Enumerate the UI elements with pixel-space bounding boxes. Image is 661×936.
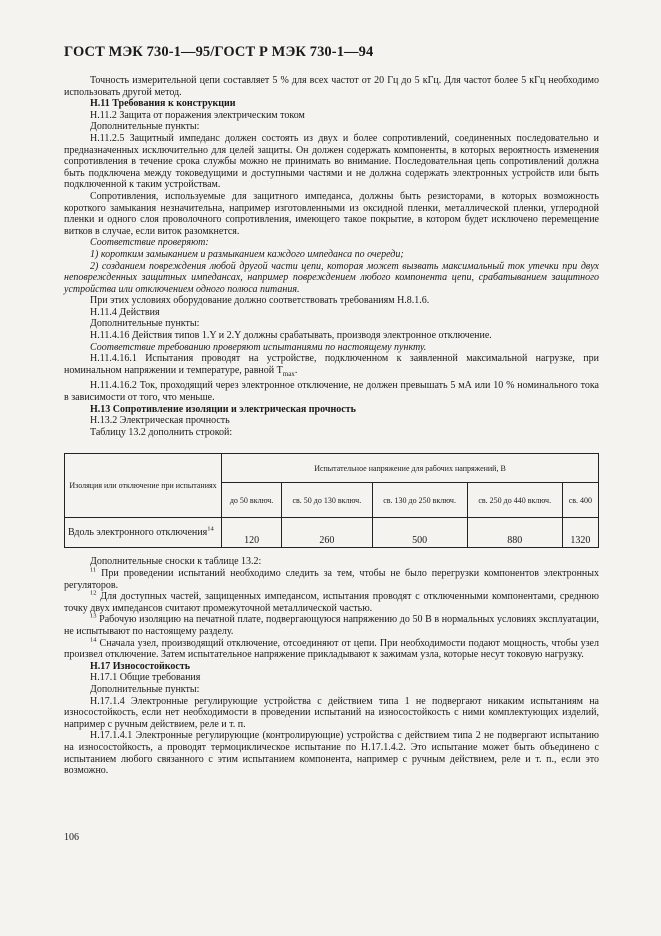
subsection-heading: H.13.2 Электрическая прочность bbox=[90, 415, 230, 427]
paragraph: При этих условиях оборудование должно соответствовать требованиям H.8.1.6. bbox=[90, 295, 430, 307]
table-col-header: св. 250 до 440 включ. bbox=[467, 483, 562, 518]
compliance-check: Соответствие проверяют: bbox=[90, 237, 209, 249]
table-col-header: св. 130 до 250 включ. bbox=[372, 483, 467, 518]
table-col-header: св. 400 bbox=[562, 483, 598, 518]
compliance-item: 1) коротким замыканием и размыканием каждого импеданса по очереди; bbox=[90, 248, 404, 260]
paragraph: H.11.4.16.2 Ток, проходящий через электронное отключение, не должен превышать 5 мА или 10 % номинального тока в зависимости от того, что меньше. bbox=[64, 380, 599, 404]
table-col-header: до 50 включ. bbox=[222, 483, 282, 518]
section-heading: H.17 Износостойкость bbox=[90, 660, 191, 672]
paragraph: H.11.4.16 Действия типов 1.Y и 2.Y должны срабатывать, производя электронное отключение. bbox=[90, 330, 492, 342]
footnote-text: Рабочую изоляцию на печатной плате, подвергающуюся напряжению до 50 В в нормальных условиях эксплуатации, не испытывают по настоящему разделу. bbox=[64, 614, 599, 637]
footnote-number: 12 bbox=[90, 589, 97, 597]
footnote-text: Для доступных частей, защищенных импедансом, испытания проводят с отключенными компонентами, среднюю точку двух импедансов считают промежуточной металлической частью. bbox=[64, 591, 599, 614]
table-cell: 880 bbox=[467, 518, 562, 548]
footnote-text: При проведении испытаний необходимо следить за тем, чтобы не было перегрузки компонентов электронных регуляторов. bbox=[64, 568, 599, 591]
compliance-item: 2) созданием повреждения любой другой части цепи, которая может вызвать максимальный ток утечки при двух неповрежденных защитных импедансах, например повреждением любого компонента цепи, срабатыванием защитного устройства или отключением одного полюса питания. bbox=[64, 260, 599, 295]
document-body bbox=[64, 75, 599, 777]
table-cell: 500 bbox=[372, 518, 467, 548]
paragraph: H.17.1.4.1 Электронные регулирующие (контролирующие) устройства с действием типа 2 не подвергают испытанию на износостойкость, а проводят термоциклическое испытание по H.17.1.4.2. Это испытание может быть объединено с испытанием любого связанного с этим испытанием компонента, например с ручным действием, реле и т. п., если это возможно. bbox=[64, 730, 599, 777]
subscript: max bbox=[282, 369, 295, 378]
paragraph-end: . bbox=[294, 364, 298, 376]
footnote bbox=[64, 591, 599, 614]
compliance-check: Соответствие требованию проверяют испытаниями по настоящему пункту. bbox=[90, 341, 427, 353]
table-header-insulation: Изоляция или отключение при испытаниях bbox=[65, 454, 222, 518]
footnote bbox=[64, 568, 599, 591]
paragraph: Дополнительные сноски к таблице 13.2: bbox=[90, 556, 262, 568]
row-label-text: Вдоль электронного отключения bbox=[68, 527, 208, 539]
footnote-number: 11 bbox=[90, 566, 97, 574]
subsection-heading: H.17.1 Общие требования bbox=[90, 672, 201, 684]
table-cell: 1320 bbox=[562, 518, 598, 548]
table-row bbox=[65, 518, 599, 548]
section-heading: H.11 Требования к конструкции bbox=[90, 98, 236, 110]
paragraph-text: H.11.4.16.1 Испытания проводят на устройстве, подключенном к заявленной максимальной нагрузке, при номинальном напряжении и температуре, равной T bbox=[64, 353, 599, 376]
subsection-heading: H.11.4 Действия bbox=[90, 306, 160, 318]
paragraph: H.17.1.4 Электронные регулирующие устройства с действием типа 1 не подвергают никаким испытаниям на износостойкость, если нет необходимости в проведении испытаний на износостойкость с ними комплектующих изделий, например с ручным действием, реле и т. п. bbox=[64, 695, 599, 730]
table-cell: 260 bbox=[282, 518, 372, 548]
paragraph: Точность измерительной цепи составляет 5 % для всех частот от 20 Гц до 5 кГц. Для частот более 5 кГц необходимо использовать другой метод. bbox=[64, 75, 599, 98]
table-header-voltage: Испытательное напряжение для рабочих напряжений, В bbox=[222, 454, 599, 483]
paragraph: Таблицу 13.2 дополнить строкой: bbox=[90, 426, 233, 438]
footnote-number: 14 bbox=[90, 636, 97, 644]
footnote bbox=[64, 638, 599, 661]
footnote bbox=[64, 614, 599, 637]
paragraph: Дополнительные пункты: bbox=[90, 318, 200, 330]
paragraph: H.11.2.5 Защитный импеданс должен состоять из двух и более сопротивлений, соединенных последовательно и предназначенных исключительно для целей защиты. Он должен содержать компоненты, в которых вероятность изменения сопротивления в течение срока службы можно не принимать во внимание. Последовательная цепь сопротивлений должна быть подключена между токоведущими и доступными частями и не должна содержать электронных устройств или быть подключенной к таким устройствам. bbox=[64, 132, 599, 191]
paragraph: Дополнительные пункты: bbox=[90, 683, 200, 695]
footnote-text: Сначала узел, производящий отключение, отсоединяют от цепи. При необходимости подают мощность, чтобы узел произвел отключение. Затем испытательное напряжение прикладывают к зажимам узла, которые несут токовую нагрузку. bbox=[64, 637, 599, 661]
page-header: ГОСТ МЭК 730-1—95/ГОСТ Р МЭК 730-1—94 bbox=[64, 44, 374, 60]
paragraph bbox=[64, 353, 599, 380]
table-row-label bbox=[65, 518, 222, 548]
table-col-header: св. 50 до 130 включ. bbox=[282, 483, 372, 518]
page-number: 106 bbox=[64, 832, 79, 843]
subsection-heading: H.11.2 Защита от поражения электрическим током bbox=[90, 109, 305, 121]
paragraph: Сопротивления, используемые для защитного импеданса, должны быть резисторами, в которых возможность короткого замыкания незначительна, например изготовленными из оксидной пленки, металлической пленки, углеродной пленки и одного слоя проволочного сопротивления, имеющего такое покрытие, в котором будет исключено перемещение витков в случае, если виток разомкнется. bbox=[64, 190, 599, 237]
footnote-number: 13 bbox=[90, 613, 97, 621]
paragraph: Дополнительные пункты: bbox=[90, 121, 200, 133]
voltage-table bbox=[64, 453, 599, 548]
section-heading: H.13 Сопротивление изоляции и электрическая прочность bbox=[90, 403, 356, 415]
table-cell: 120 bbox=[222, 518, 282, 548]
footnote-ref: 14 bbox=[207, 525, 214, 533]
